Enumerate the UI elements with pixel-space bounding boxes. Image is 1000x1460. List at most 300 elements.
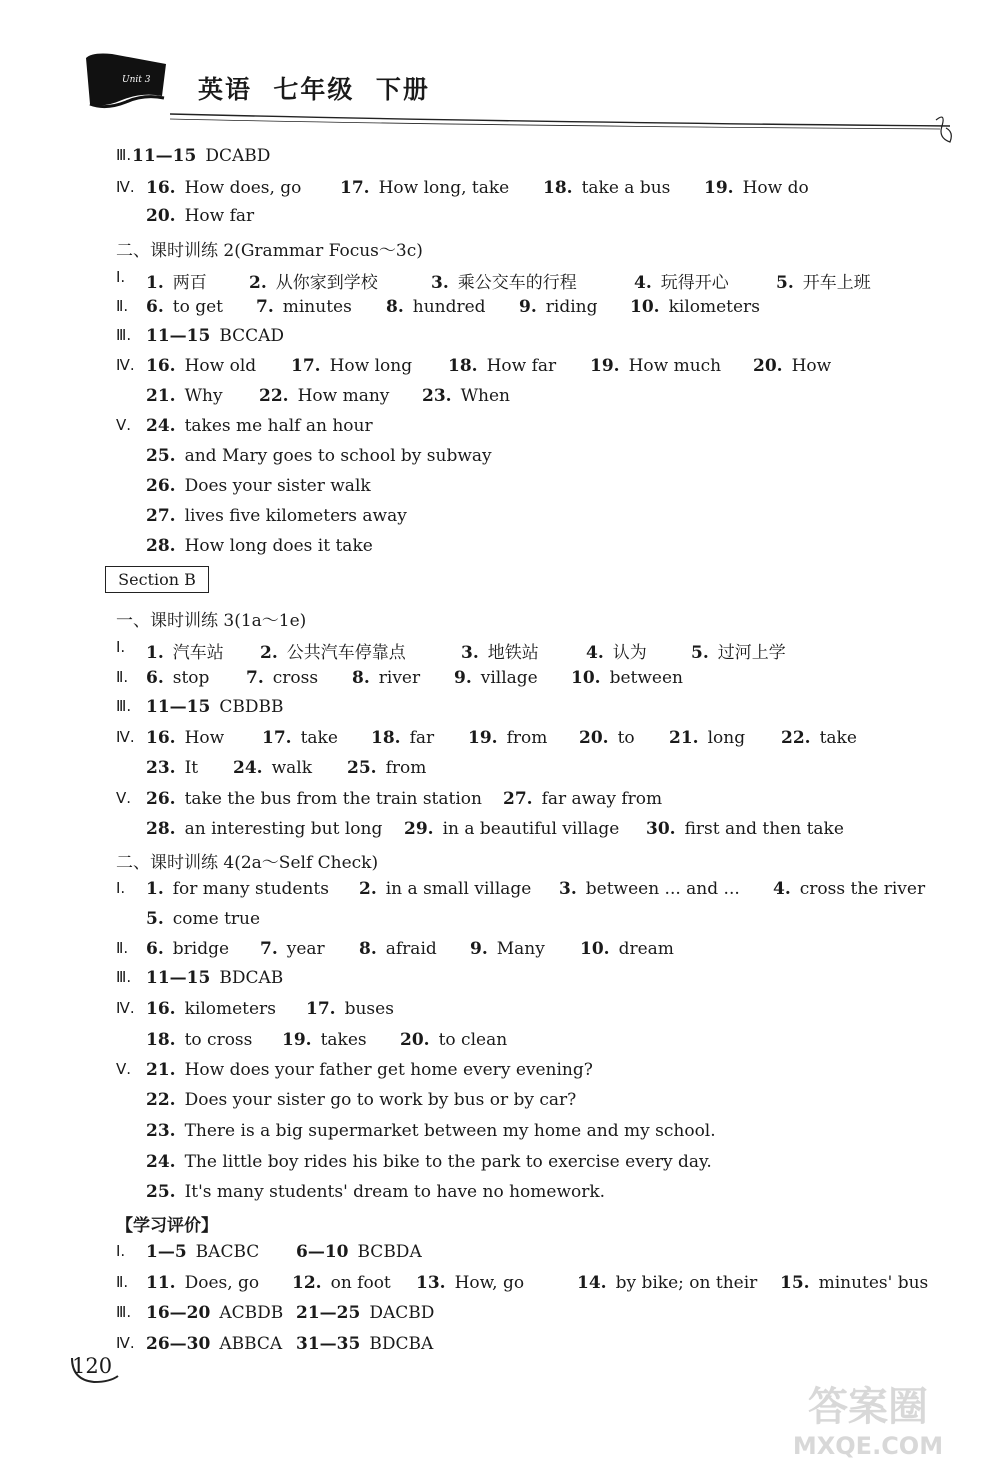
item-answer: BDCAB	[219, 968, 284, 988]
answer-item	[586, 638, 647, 663]
answer-line	[116, 146, 956, 170]
answer-item	[559, 879, 740, 899]
item-number: 27.	[146, 506, 176, 526]
answer-line	[116, 939, 956, 963]
answer-item	[146, 1303, 283, 1323]
answer-item	[146, 999, 276, 1019]
roman-numeral: Ⅱ.	[116, 1273, 129, 1291]
item-number: 8.	[359, 939, 377, 959]
book-logo-icon	[82, 50, 170, 112]
item-number: 4.	[586, 643, 604, 663]
answer-line	[116, 386, 956, 410]
answer-item	[386, 297, 486, 317]
item-answer: first and then take	[684, 819, 844, 839]
answer-line	[116, 356, 956, 380]
item-number: 8.	[352, 668, 370, 688]
item-number: 6.	[146, 297, 164, 317]
item-number: 14.	[577, 1273, 607, 1293]
answer-line	[116, 1121, 956, 1145]
item-number: 1—5	[146, 1242, 187, 1262]
item-number: 24.	[146, 1152, 176, 1172]
answer-line	[116, 297, 956, 321]
item-answer: from	[385, 758, 427, 778]
item-answer: minutes' bus	[818, 1273, 929, 1293]
answer-item	[590, 356, 721, 376]
answer-item	[416, 1273, 524, 1293]
item-answer: CBDBB	[219, 697, 284, 717]
item-answer: How do	[742, 178, 809, 198]
roman-numeral: Ⅳ.	[116, 178, 135, 196]
item-answer: It's many students' dream to have no homework.	[184, 1182, 606, 1202]
answer-item	[347, 758, 426, 778]
roman-numeral: Ⅰ.	[116, 638, 126, 656]
item-number: 4.	[773, 879, 791, 899]
item-answer: cross	[272, 668, 319, 688]
item-answer: afraid	[385, 939, 437, 959]
item-number: 11—15	[146, 326, 211, 346]
item-number: 1.	[146, 643, 164, 663]
answer-item	[146, 206, 254, 226]
item-number: 30.	[646, 819, 676, 839]
answer-item	[503, 789, 662, 809]
answer-item	[146, 697, 283, 717]
item-number: 21.	[146, 1060, 176, 1080]
item-number: 19.	[704, 178, 734, 198]
roman-numeral: Ⅳ.	[116, 999, 135, 1017]
item-number: 21—25	[296, 1303, 361, 1323]
item-number: 19.	[282, 1030, 312, 1050]
answer-item	[352, 668, 420, 688]
item-answer: How long, take	[378, 178, 510, 198]
item-number: 5.	[146, 909, 164, 929]
answer-line	[116, 268, 956, 292]
answer-item	[146, 638, 224, 663]
item-answer: buses	[344, 999, 394, 1019]
answer-line	[116, 476, 956, 500]
item-number: 16.	[146, 728, 176, 748]
section-heading: 【学习评价】	[116, 1216, 218, 1236]
item-answer: cross the river	[799, 879, 926, 899]
item-answer: DCABD	[205, 146, 271, 166]
item-answer: How	[791, 356, 832, 376]
answer-item	[753, 356, 831, 376]
item-answer: river	[378, 668, 421, 688]
answer-line	[116, 697, 956, 721]
item-answer: BCBDA	[357, 1242, 422, 1262]
item-answer: BCCAD	[219, 326, 285, 346]
answer-item	[146, 1060, 593, 1080]
item-number: 20.	[753, 356, 783, 376]
item-number: 3.	[559, 879, 577, 899]
item-number: 20.	[146, 206, 176, 226]
item-answer: How many	[297, 386, 390, 406]
answer-item	[470, 939, 545, 959]
section-heading: 二、课时训练 2(Grammar Focus～3c)	[116, 241, 423, 261]
answer-item	[146, 297, 223, 317]
answer-line	[116, 638, 956, 662]
item-number: 17.	[340, 178, 370, 198]
item-number: 3.	[461, 643, 479, 663]
answer-item	[296, 1303, 434, 1323]
answer-line	[116, 416, 956, 440]
item-answer: How far	[486, 356, 557, 376]
answer-item	[256, 297, 352, 317]
answer-item	[669, 728, 745, 748]
item-answer: How long does it take	[184, 536, 373, 556]
answer-line	[116, 536, 956, 560]
section-heading: 一、课时训练 3(1a～1e)	[116, 611, 307, 631]
answer-item	[260, 939, 325, 959]
item-number: 18.	[448, 356, 478, 376]
answer-item	[704, 178, 809, 198]
answer-item	[146, 728, 224, 748]
item-number: 12.	[292, 1273, 322, 1293]
answer-item	[371, 728, 434, 748]
section-b-label: Section B	[105, 566, 209, 593]
answer-item	[691, 638, 786, 663]
answer-item	[296, 1242, 422, 1262]
item-number: 18.	[371, 728, 401, 748]
item-answer: in a beautiful village	[442, 819, 620, 839]
item-answer: 玩得开心	[660, 273, 729, 293]
answer-item	[146, 909, 260, 929]
roman-numeral: Ⅱ.	[116, 668, 129, 686]
answer-item	[579, 728, 635, 748]
answer-item	[291, 356, 412, 376]
answer-item	[773, 879, 925, 899]
answer-item	[359, 939, 437, 959]
answer-item	[246, 668, 318, 688]
item-answer: 过河上学	[717, 643, 786, 663]
item-number: 5.	[776, 273, 794, 293]
item-answer: The little boy rides his bike to the park to exercise every day.	[184, 1152, 712, 1172]
answer-line	[116, 1303, 956, 1327]
item-number: 13.	[416, 1273, 446, 1293]
item-number: 25.	[146, 446, 176, 466]
item-number: 28.	[146, 536, 176, 556]
answer-item	[296, 1334, 433, 1354]
answer-line	[116, 999, 956, 1023]
item-answer: Many	[496, 939, 545, 959]
answer-line	[116, 178, 956, 202]
answer-item	[259, 386, 389, 406]
answer-item	[306, 999, 394, 1019]
answer-line	[116, 1242, 956, 1266]
page-number	[70, 1350, 120, 1386]
item-answer: 认为	[612, 643, 647, 663]
item-answer: Does, go	[184, 1273, 260, 1293]
item-answer: 地铁站	[487, 643, 539, 663]
item-answer: ACBDB	[219, 1303, 284, 1323]
item-answer: 从你家到学校	[275, 273, 378, 293]
answer-item	[146, 386, 223, 406]
item-number: 3.	[431, 273, 449, 293]
item-answer: It	[184, 758, 199, 778]
answer-line	[116, 326, 956, 350]
answer-item	[146, 1090, 576, 1110]
answer-line	[116, 668, 956, 692]
item-answer: 乘公交车的行程	[457, 273, 577, 293]
item-number: 20.	[400, 1030, 430, 1050]
answer-item	[146, 668, 209, 688]
item-answer: DACBD	[369, 1303, 435, 1323]
item-number: 7.	[260, 939, 278, 959]
answer-line	[116, 1273, 956, 1297]
item-answer: How long	[329, 356, 413, 376]
answer-line	[116, 909, 956, 933]
item-answer: between ... and ...	[585, 879, 740, 899]
item-number: 2.	[249, 273, 267, 293]
item-answer: in a small village	[385, 879, 532, 899]
answer-line	[116, 1090, 956, 1114]
item-answer: How far	[184, 206, 255, 226]
item-answer: take a bus	[581, 178, 671, 198]
watermark-logo	[750, 1378, 986, 1460]
answer-line	[116, 1152, 956, 1176]
item-answer: take	[300, 728, 338, 748]
item-number: 19.	[590, 356, 620, 376]
item-number: 17.	[291, 356, 321, 376]
answer-item	[580, 939, 674, 959]
answer-item	[519, 297, 597, 317]
answer-item	[292, 1273, 391, 1293]
answer-item	[146, 506, 407, 526]
item-answer: 开车上班	[802, 273, 871, 293]
item-number: 26.	[146, 789, 176, 809]
answer-item	[146, 416, 373, 436]
item-number: 21.	[146, 386, 176, 406]
roman-numeral: Ⅳ.	[116, 1334, 135, 1352]
answer-item	[146, 1242, 259, 1262]
item-number: 10.	[580, 939, 610, 959]
item-answer: BDCBA	[369, 1334, 434, 1354]
item-answer: from	[506, 728, 548, 748]
roman-numeral: Ⅲ.	[116, 326, 132, 344]
answer-item	[468, 728, 547, 748]
item-number: 18.	[543, 178, 573, 198]
item-answer: to cross	[184, 1030, 253, 1050]
item-answer: ABBCA	[219, 1334, 283, 1354]
section-heading: 二、课时训练 4(2a～Self Check)	[116, 853, 379, 873]
item-answer: There is a big supermarket between my home and my school.	[184, 1121, 716, 1141]
item-number: 22.	[781, 728, 811, 748]
item-number: 9.	[519, 297, 537, 317]
item-answer: kilometers	[184, 999, 276, 1019]
roman-numeral: Ⅲ.	[116, 1303, 132, 1321]
item-number: 20.	[579, 728, 609, 748]
answer-item	[146, 1273, 259, 1293]
item-answer: How old	[184, 356, 257, 376]
roman-numeral: Ⅱ.	[116, 297, 129, 315]
item-answer: walk	[271, 758, 313, 778]
answer-item	[146, 268, 207, 293]
item-answer: between	[609, 668, 683, 688]
item-number: 28.	[146, 819, 176, 839]
answer-item	[146, 536, 373, 556]
item-answer: take	[819, 728, 857, 748]
answer-item	[233, 758, 312, 778]
answer-item	[262, 728, 338, 748]
item-answer: and Mary goes to school by subway	[184, 446, 492, 466]
item-number: 1.	[146, 879, 164, 899]
answer-item	[634, 268, 729, 293]
item-number: 11—15	[132, 146, 197, 166]
answer-item	[448, 356, 556, 376]
item-answer: takes	[320, 1030, 367, 1050]
answer-item	[146, 356, 256, 376]
answer-item	[630, 297, 760, 317]
answer-item	[146, 1030, 252, 1050]
item-number: 4.	[634, 273, 652, 293]
answer-item	[146, 789, 482, 809]
svg-text:Unit 3: Unit 3	[122, 75, 151, 85]
roman-numeral: Ⅲ.	[116, 968, 132, 986]
item-number: 26.	[146, 476, 176, 496]
item-number: 10.	[630, 297, 660, 317]
item-number: 16.	[146, 356, 176, 376]
item-answer: 汽车站	[172, 643, 224, 663]
answer-item	[359, 879, 531, 899]
page-header	[70, 40, 960, 150]
item-answer: bridge	[172, 939, 230, 959]
svg-text:答案圈: 答案圈	[808, 1384, 928, 1430]
answer-line	[116, 879, 956, 903]
item-number: 11—15	[146, 697, 211, 717]
roman-numeral: Ⅴ.	[116, 789, 132, 807]
answer-line	[116, 1182, 956, 1206]
item-answer: long	[707, 728, 746, 748]
item-answer: to get	[172, 297, 223, 317]
answer-item	[146, 758, 198, 778]
item-answer: an interesting but long	[184, 819, 383, 839]
answer-item	[543, 178, 670, 198]
answer-item	[146, 178, 301, 198]
answer-item	[146, 446, 492, 466]
answer-item	[249, 268, 378, 293]
item-answer: far	[409, 728, 435, 748]
roman-numeral: Ⅴ.	[116, 1060, 132, 1078]
item-number: 16.	[146, 999, 176, 1019]
item-number: 29.	[404, 819, 434, 839]
roman-numeral: Ⅱ.	[116, 939, 129, 957]
item-answer: come true	[172, 909, 261, 929]
item-answer: hundred	[412, 297, 486, 317]
answer-line	[116, 1334, 956, 1358]
item-number: 10.	[571, 668, 601, 688]
answer-line	[116, 758, 956, 782]
page-number-text: 120	[72, 1354, 113, 1378]
item-number: 31—35	[296, 1334, 361, 1354]
item-number: 7.	[256, 297, 274, 317]
item-number: 22.	[146, 1090, 176, 1110]
item-number: 17.	[262, 728, 292, 748]
item-answer: How does, go	[184, 178, 302, 198]
item-answer: to	[617, 728, 635, 748]
item-number: 25.	[347, 758, 377, 778]
page-title: 英语 七年级 下册	[198, 75, 430, 104]
answer-item	[646, 819, 844, 839]
answer-item	[776, 268, 871, 293]
item-number: 6.	[146, 668, 164, 688]
item-number: 21.	[669, 728, 699, 748]
item-number: 6.	[146, 939, 164, 959]
roman-numeral: Ⅰ.	[116, 879, 126, 897]
roman-numeral: Ⅲ.	[116, 697, 132, 715]
answer-item	[780, 1273, 928, 1293]
answer-item	[404, 819, 619, 839]
item-answer: far away from	[541, 789, 663, 809]
item-answer: village	[480, 668, 538, 688]
item-number: 6—10	[296, 1242, 349, 1262]
roman-numeral: Ⅳ.	[116, 728, 135, 746]
answer-item	[400, 1030, 507, 1050]
item-number: 23.	[146, 758, 176, 778]
item-answer: dream	[618, 939, 674, 959]
answer-line	[116, 1060, 956, 1084]
answer-line	[116, 446, 956, 470]
answer-item	[146, 1121, 716, 1141]
answer-item	[781, 728, 857, 748]
answer-item	[146, 476, 371, 496]
item-number: 9.	[470, 939, 488, 959]
item-number: 5.	[691, 643, 709, 663]
item-answer: by bike; on their	[615, 1273, 758, 1293]
answer-item	[454, 668, 538, 688]
item-number: 1.	[146, 273, 164, 293]
item-number: 11—15	[146, 968, 211, 988]
item-number: 22.	[259, 386, 289, 406]
answer-line	[116, 789, 956, 813]
item-answer: How	[184, 728, 225, 748]
item-answer: for many students	[172, 879, 329, 899]
item-answer: How, go	[454, 1273, 525, 1293]
item-number: 27.	[503, 789, 533, 809]
answer-item	[282, 1030, 367, 1050]
item-answer: How much	[628, 356, 722, 376]
item-number: 8.	[386, 297, 404, 317]
answer-item	[146, 968, 283, 988]
answer-item	[260, 638, 406, 663]
item-number: 18.	[146, 1030, 176, 1050]
answer-line	[116, 206, 956, 230]
item-answer: minutes	[282, 297, 352, 317]
answer-item	[431, 268, 577, 293]
roman-numeral: Ⅳ.	[116, 356, 135, 374]
roman-numeral: Ⅰ.	[116, 268, 126, 286]
answer-item	[571, 668, 683, 688]
item-number: 23.	[146, 1121, 176, 1141]
answer-item	[146, 326, 284, 346]
item-answer: stop	[172, 668, 210, 688]
answer-line	[116, 819, 956, 843]
item-answer: Why	[184, 386, 223, 406]
item-answer: to clean	[438, 1030, 508, 1050]
answer-item	[146, 1152, 712, 1172]
item-number: 26—30	[146, 1334, 211, 1354]
roman-numeral: Ⅲ.	[116, 146, 132, 164]
answer-item	[422, 386, 510, 406]
item-answer: 公共汽车停靠点	[286, 643, 406, 663]
item-answer: riding	[545, 297, 598, 317]
answer-item	[146, 879, 329, 899]
item-number: 24.	[146, 416, 176, 436]
answer-item	[577, 1273, 757, 1293]
item-answer: on foot	[330, 1273, 391, 1293]
answer-item	[146, 819, 382, 839]
item-answer: take the bus from the train station	[184, 789, 482, 809]
item-answer: takes me half an hour	[184, 416, 373, 436]
item-answer: 两百	[172, 273, 207, 293]
